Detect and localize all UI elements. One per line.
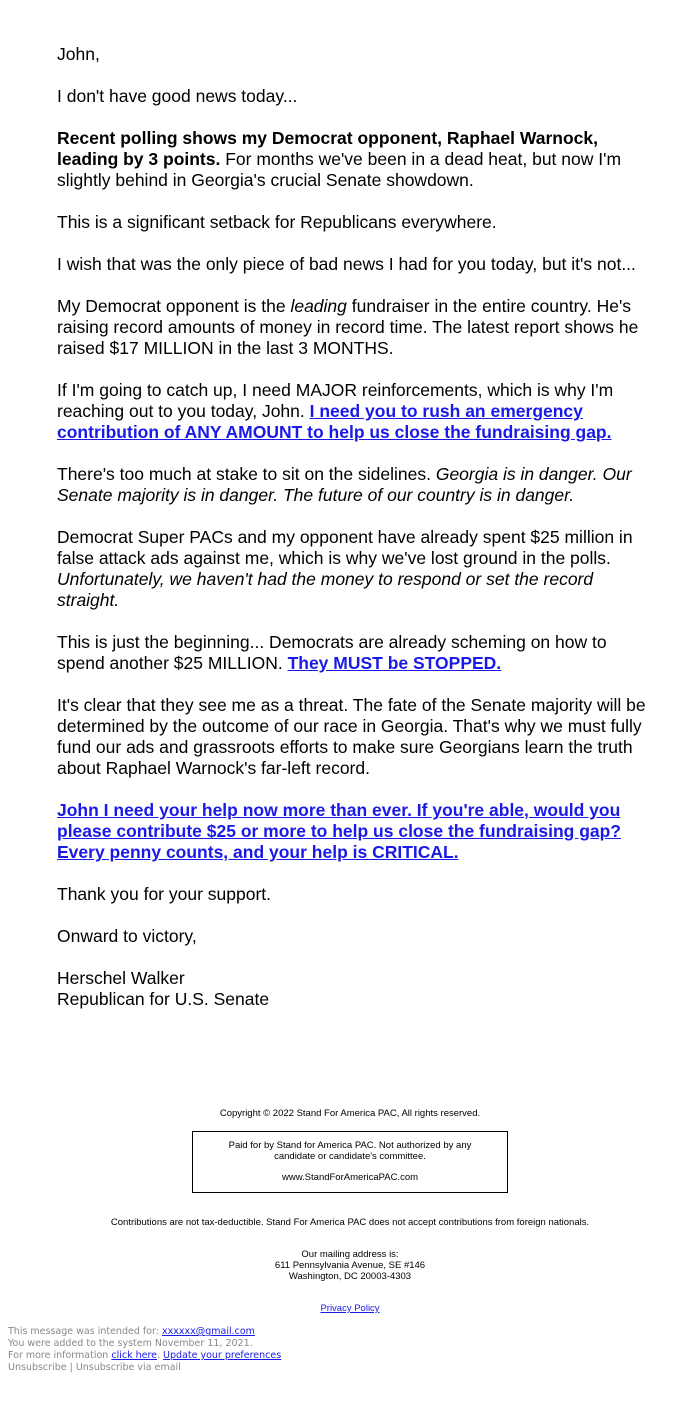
more-info-separator: . [157, 1350, 164, 1361]
stakes-italic: Georgia is in danger. Our Senate majority is in danger. The future of our country is in danger. [57, 464, 632, 505]
paragraph-bad-news: I don't have good news today... [57, 86, 298, 106]
paragraph-thanks: Thank you for your support. [57, 884, 271, 904]
paid-for-text: Paid for by Stand for America PAC. Not authorized by any candidate or candidate's committee. [228, 1140, 472, 1162]
copyright: Copyright © 2022 Stand For America PAC, All rights reserved. [219, 1108, 481, 1119]
paragraph-threat: It's clear that they see me as a threat. The fate of the Senate majority will be determined by the outcome of our race in Georgia. That's why we must fully fund our ads and grassroots efforts to make sure Georgians learn the truth about Raphael Warnock's far-left record. [57, 695, 646, 778]
polling-headline: Recent polling shows my Democrat opponent, Raphael Warnock, leading by 3 points. [57, 128, 598, 169]
contributions-disclaimer: Contributions are not tax-deductible. Stand For America PAC does not accept contributions from foreign nationals. [110, 1217, 590, 1228]
email-footer [0, 1108, 700, 1314]
address-line-1: 611 Pennsylvania Avenue, SE #146 [274, 1260, 426, 1271]
unsubscribe-link[interactable]: Unsubscribe [8, 1362, 67, 1373]
paragraph-polling [57, 128, 647, 191]
fundraiser-text-a: My Democrat opponent is the [57, 296, 291, 316]
fundraiser-text-b: fundraiser in the entire country. He's raising record amounts of money in record time. The latest report shows he raised $17 MILLION in the last 3 MONTHS. [57, 296, 639, 358]
greeting: John, [57, 44, 100, 64]
unsubscribe-line [8, 1362, 281, 1374]
address-line-2: Washington, DC 20003-4303 [288, 1271, 412, 1282]
website-text: www.StandForAmericaPAC.com [281, 1172, 419, 1183]
paragraph-fundraiser [57, 296, 647, 359]
added-to-system-line: You were added to the system November 11, 2021. [8, 1338, 253, 1349]
more-info-line [8, 1350, 281, 1362]
paragraph-onward: Onward to victory, [57, 926, 197, 946]
emergency-contribution-link[interactable]: I need you to rush an emergency contribution of ANY AMOUNT to help us close the fundraising gap. [57, 401, 612, 442]
signature-title: Republican for U.S. Senate [57, 989, 270, 1009]
intended-for-label: This message was intended for: [8, 1326, 162, 1337]
paragraph-stakes [57, 464, 647, 506]
polling-text: For months we've been in a dead heat, but now I'm slightly behind in Georgia's crucial Senate showdown. [57, 149, 622, 190]
mailing-address-label: Our mailing address is: [301, 1249, 399, 1260]
privacy-policy-link[interactable]: Privacy Policy [320, 1303, 380, 1314]
click-here-link[interactable]: click here [111, 1350, 157, 1361]
beginning-text: This is just the beginning... Democrats are already scheming on how to spend another $25 MILLION. [57, 632, 607, 673]
contribute-cta-link[interactable]: John I need your help now more than ever. If you're able, would you please contribute $25 or more to help us close the fundraising gap? Every penny counts, and your help is CRITICAL. [57, 800, 621, 862]
attack-ads-italic: Unfortunately, we haven't had the money to respond or set the record straight. [57, 569, 594, 610]
signature-name: Herschel Walker [57, 968, 185, 988]
email-body [57, 44, 647, 1010]
unsubscribe-separator: | [66, 1362, 76, 1373]
stakes-text: There's too much at stake to sit on the sidelines. [57, 464, 436, 484]
paragraph-attack-ads [57, 527, 647, 611]
paragraph-beginning [57, 632, 647, 674]
intended-for-line [8, 1326, 281, 1338]
delivery-info [8, 1326, 281, 1374]
fundraiser-italic: leading [290, 296, 347, 316]
mailing-address [0, 1249, 700, 1282]
must-be-stopped-link[interactable]: They MUST be STOPPED. [287, 653, 502, 673]
paragraph-cta [57, 800, 647, 863]
paragraph-reinforcements [57, 380, 647, 443]
paragraph-setback: This is a significant setback for Republicans everywhere. [57, 212, 497, 232]
paid-for-disclaimer-box [192, 1131, 508, 1193]
attack-ads-text: Democrat Super PACs and my opponent have already spent $25 million in false attack ads against me, which is why we've lost ground in the polls. [57, 527, 633, 568]
reinforcements-text: If I'm going to catch up, I need MAJOR reinforcements, which is why I'm reaching out to you today, John. [57, 380, 614, 421]
update-preferences-link[interactable]: Update your preferences [163, 1350, 282, 1361]
unsubscribe-email-link[interactable]: Unsubscribe via email [75, 1362, 181, 1373]
more-info-label: For more information [8, 1350, 112, 1361]
recipient-email-link[interactable]: xxxxxx@gmail.com [162, 1326, 255, 1337]
paragraph-more-bad-news: I wish that was the only piece of bad news I had for you today, but it's not... [57, 254, 636, 274]
